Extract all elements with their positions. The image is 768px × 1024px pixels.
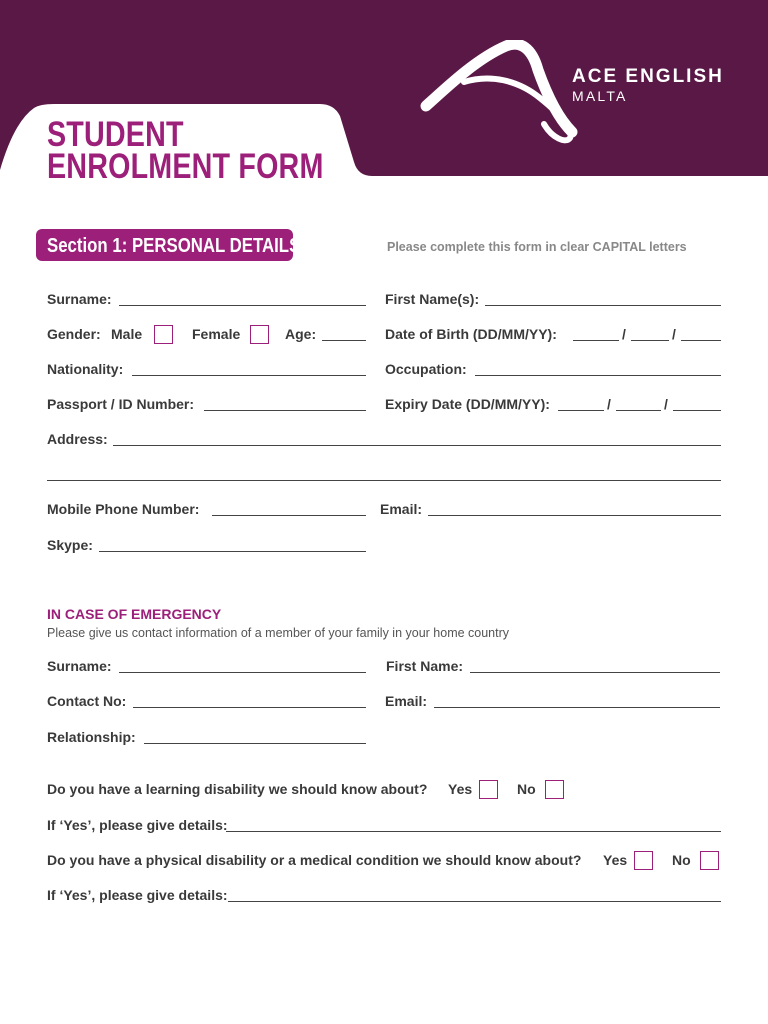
learning-details-field[interactable] bbox=[226, 831, 721, 832]
dob-month-field[interactable] bbox=[631, 340, 669, 341]
expiry-year-field[interactable] bbox=[673, 410, 721, 411]
form-instructions: Please complete this form in clear CAPITAL letters bbox=[387, 240, 687, 254]
date-separator: / bbox=[672, 326, 676, 342]
occupation-field[interactable] bbox=[475, 375, 721, 376]
email-field[interactable] bbox=[428, 515, 721, 516]
section-1-heading bbox=[36, 229, 301, 261]
date-separator: / bbox=[622, 326, 626, 342]
mobile-field[interactable] bbox=[212, 515, 366, 516]
dob-day-field[interactable] bbox=[573, 340, 619, 341]
emergency-surname-label: Surname: bbox=[47, 658, 112, 674]
physical-no-label: No bbox=[672, 852, 691, 868]
mobile-label: Mobile Phone Number: bbox=[47, 501, 200, 517]
emergency-surname-field[interactable] bbox=[119, 672, 366, 673]
emergency-email-field[interactable] bbox=[434, 707, 720, 708]
skype-label: Skype: bbox=[47, 537, 93, 553]
address-label: Address: bbox=[47, 431, 108, 447]
emergency-contact-field[interactable] bbox=[133, 707, 366, 708]
emergency-email-label: Email: bbox=[385, 693, 428, 709]
form-title-line-1: STUDENT bbox=[47, 115, 184, 154]
learning-yes-checkbox[interactable] bbox=[479, 780, 498, 799]
emergency-first-name-label: First Name: bbox=[386, 658, 464, 674]
physical-yes-checkbox[interactable] bbox=[634, 851, 653, 870]
learning-yes-label: Yes bbox=[448, 781, 473, 797]
gender-label: Gender: bbox=[47, 326, 101, 342]
address-field-line-2[interactable] bbox=[47, 480, 721, 481]
brand-name: ACE ENGLISH bbox=[572, 66, 724, 87]
learning-disability-question: Do you have a learning disability we should know about? bbox=[47, 781, 428, 797]
skype-field[interactable] bbox=[99, 551, 366, 552]
female-label: Female bbox=[192, 326, 241, 342]
expiry-day-field[interactable] bbox=[558, 410, 604, 411]
email-label: Email: bbox=[380, 501, 423, 517]
nationality-field[interactable] bbox=[132, 375, 366, 376]
address-field-line-1[interactable] bbox=[113, 445, 721, 446]
learning-no-checkbox[interactable] bbox=[545, 780, 564, 799]
date-separator: / bbox=[607, 396, 611, 412]
dob-label: Date of Birth (DD/MM/YY): bbox=[385, 326, 557, 342]
surname-field[interactable] bbox=[119, 305, 366, 306]
expiry-month-field[interactable] bbox=[616, 410, 661, 411]
female-checkbox[interactable] bbox=[250, 325, 269, 344]
emergency-heading: IN CASE OF EMERGENCY bbox=[47, 606, 222, 622]
date-separator: / bbox=[664, 396, 668, 412]
passport-field[interactable] bbox=[204, 410, 366, 411]
form-title-line-2: ENROLMENT FORM bbox=[47, 147, 324, 186]
expiry-label: Expiry Date (DD/MM/YY): bbox=[385, 396, 550, 412]
first-names-field[interactable] bbox=[485, 305, 721, 306]
physical-yes-label: Yes bbox=[603, 852, 628, 868]
learning-details-label: If ‘Yes’, please give details: bbox=[47, 817, 228, 833]
ace-english-logo-icon bbox=[420, 40, 580, 146]
emergency-first-name-field[interactable] bbox=[470, 672, 720, 673]
emergency-note: Please give us contact information of a member of your family in your home country bbox=[47, 626, 510, 640]
age-label: Age: bbox=[285, 326, 317, 342]
emergency-relationship-label: Relationship: bbox=[47, 729, 136, 745]
age-field[interactable] bbox=[322, 340, 366, 341]
dob-year-field[interactable] bbox=[681, 340, 721, 341]
nationality-label: Nationality: bbox=[47, 361, 124, 377]
passport-label: Passport / ID Number: bbox=[47, 396, 195, 412]
learning-no-label: No bbox=[517, 781, 536, 797]
physical-details-label: If ‘Yes’, please give details: bbox=[47, 887, 228, 903]
surname-label: Surname: bbox=[47, 291, 112, 307]
emergency-relationship-field[interactable] bbox=[144, 743, 366, 744]
first-names-label: First Name(s): bbox=[385, 291, 480, 307]
physical-no-checkbox[interactable] bbox=[700, 851, 719, 870]
occupation-label: Occupation: bbox=[385, 361, 467, 377]
brand-subtitle: MALTA bbox=[572, 88, 628, 104]
male-checkbox[interactable] bbox=[154, 325, 173, 344]
physical-disability-question: Do you have a physical disability or a medical condition we should know about? bbox=[47, 852, 582, 868]
emergency-contact-label: Contact No: bbox=[47, 693, 127, 709]
section-1-title: Section 1: PERSONAL DETAILS bbox=[47, 235, 301, 257]
male-label: Male bbox=[111, 326, 143, 342]
physical-details-field[interactable] bbox=[228, 901, 721, 902]
